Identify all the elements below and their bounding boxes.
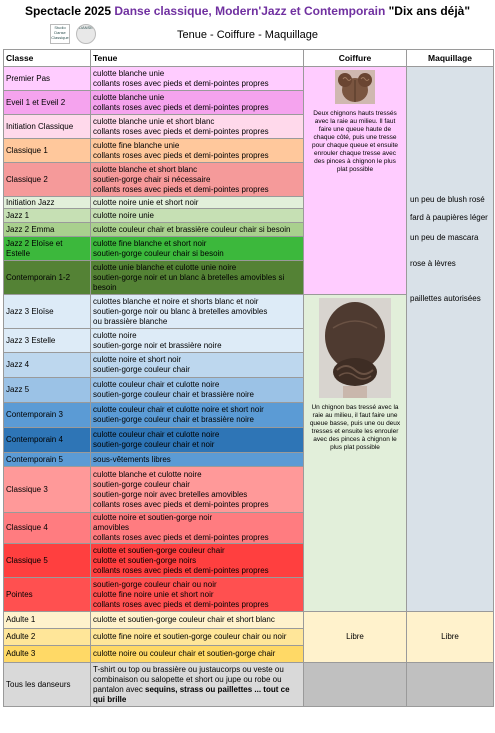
classe-cell [4,467,91,513]
tenue-line: ou brassière blanche [93,316,168,326]
tenue-cell [91,67,304,91]
classe-label: Contemporain 3 [6,410,63,419]
classe-cell [4,139,91,163]
tenue-line: culotte et soutien-gorge couleur chair et short blanc [93,615,275,624]
tenue-cell [91,629,304,646]
hair-photo-double-buns [335,70,375,104]
tenue-line: collants roses avec pieds et demi-pointes propres [93,499,269,509]
tenue-text-bold: sequins, strass ou paillettes ... tout ce qui brille [93,684,290,704]
coiffure-cell-top [304,67,407,295]
tenue-line: soutien-gorge couleur chair [93,365,190,374]
maquillage-item: rose à lèvres [410,259,456,268]
classe-label: Adulte 1 [6,615,36,624]
tenue-cell [91,139,304,163]
tenue-cell [91,163,304,197]
tenue-text: T-shirt ou top ou brassière ou justaucorps ou veste ou combinaison ou salopette et short ou jupe ou robe ou pantalon avec [93,664,284,694]
tenue-line: culotte blanche unie et short blanc [93,116,215,126]
coiffure-cell-mid [304,295,407,612]
classe-cell [4,646,91,663]
coiffure-cell-all [304,663,407,707]
classe-label: Classique 3 [6,484,48,494]
col-header-tenue: Tenue [91,50,304,67]
tenue-line: culotte couleur chair et culotte noire [93,430,220,439]
tenue-line: soutien-gorge couleur chair et noir [93,440,215,449]
classe-cell [4,261,91,295]
tenue-line: culotte noire unie [93,210,154,220]
tenue-cell [91,467,304,513]
classe-label: Classique 1 [6,145,48,155]
hair-photo-low-bun [319,298,391,398]
tenue-line: culotte fine noire unie et short noir [93,589,214,599]
tenue-line: culotte blanche et short blanc [93,164,198,174]
classe-cell [4,67,91,91]
tenue-line: soutien-gorge noir avec bretelles amovibles [93,489,248,499]
tenue-cell [91,197,304,209]
title-part2: Danse classique, Modern'Jazz et Contemporain [114,4,386,18]
tenue-cell [91,209,304,223]
classe-label: Contemporain 4 [6,435,63,444]
table-row [4,663,494,707]
classe-label: Classique 2 [6,174,48,184]
coiffure-text-mid: Un chignon bas tressé avec la raie au milieu, il faut faire une queue basse, puis une ou deux tresses et ensuite les enrouler avec des pinces à chignon le plus plat possible [309,404,401,451]
tenue-line: soutien-gorge couleur chair et brassière noire [93,390,254,399]
maquillage-item: paillettes autorisées [410,294,481,303]
maquillage-gap [410,205,491,213]
classe-label: Jazz 4 [6,360,30,369]
tenue-cell [91,578,304,612]
title-part3: "Dix ans déjà" [385,4,471,18]
tenue-cell [91,378,304,403]
tenue-line: culotte noire ou couleur chair et soutien-gorge chair [93,649,276,658]
title-part1: Spectacle 2025 [24,4,115,18]
tenue-line: collants roses avec pieds et demi-pointes propres [93,126,269,136]
tenue-line: soutien-gorge couleur chair [93,479,190,489]
coiffure-text-top: Deux chignons hauts tressés avec la raie au milieu. Il faut faire une queue haute de chaque côté, puis une tresse pour chaque queue et ensuite enrouler chaque tresse avec des pinces à chignon le plus plat possible [311,110,398,173]
tenue-line: soutien-gorge couleur chair et brassière noire [93,415,254,424]
classe-cell [4,578,91,612]
tenue-line: culotte noire et short noir [93,355,182,364]
tenue-cell [91,513,304,544]
tenue-line: culotte fine blanche et short noir [93,238,207,248]
tenue-cell [91,223,304,237]
maquillage-item: un peu de blush rosé [410,195,485,204]
tenue-cell [91,115,304,139]
tenue-cell [91,261,304,295]
tenue-line: culotte fine noire et soutien-gorge couleur chair ou noir [93,632,287,641]
coiffure-adult-label: Libre [346,632,364,641]
classe-label: Pointes [6,589,33,599]
tenue-line: collants roses avec pieds et demi-pointes propres [93,102,269,112]
tenue-line: soutien-gorge noir et un blanc à bretelles amovibles si besoin [93,272,285,292]
tenue-line: culotte noire unie et short noir [93,197,199,207]
tenue-cell [91,428,304,453]
col-header-classe: Classe [4,50,91,67]
tenue-line: soutien-gorge noir ou blanc à bretelles amovibles [93,306,268,316]
tenue-line: culotte blanche et culotte noire [93,469,202,479]
classe-cell [4,612,91,629]
classe-cell [4,544,91,578]
classe-cell [4,378,91,403]
tenue-line: culotte et soutien-gorge couleur chair [93,545,225,555]
classe-label: Premier Pas [6,73,51,83]
classe-cell [4,428,91,453]
tenue-line: culotte couleur chair et culotte noire [93,380,220,389]
tenue-line: soutien-gorge couleur chair ou noir [93,579,217,589]
tenue-line: culotte blanche unie [93,68,165,78]
tenue-line: soutien-gorge noir et brassière noire [93,340,222,350]
tenue-line: amovibles [93,523,130,532]
coiffure-cell-adult [304,612,407,663]
tenue-line: sous-vêtements libres [93,454,171,464]
maquillage-item: un peu de mascara [410,233,479,242]
tenue-cell [91,329,304,353]
classe-label: Adulte 3 [6,649,36,658]
tenue-cell [91,353,304,378]
tenue-cell [91,544,304,578]
classe-cell [4,91,91,115]
tenue-line: culotte noire et soutien-gorge noir [93,513,213,522]
tenue-cell [91,612,304,629]
classe-cell [4,329,91,353]
tenue-line: collants roses avec pieds et demi-pointes propres [93,150,269,160]
tenue-cell [91,237,304,261]
maquillage-spacer [410,67,491,195]
classe-label: Classique 4 [6,523,48,532]
tenue-line: collants roses avec pieds et demi-pointes propres [93,78,269,88]
tenue-cell [91,453,304,467]
tenue-line: culotte noire [93,330,137,340]
classe-cell [4,353,91,378]
classe-label: Jazz 5 [6,385,30,394]
tenue-line: collants roses avec pieds et demi-pointes propres [93,599,269,609]
table-body [4,67,494,707]
logo1-text: Studio Danse Classique [51,25,69,40]
tenue-line: soutien-gorge couleur chair si besoin [93,248,224,258]
col-header-maquillage: Maquillage [407,50,494,67]
logo2-text: DANSE [79,25,93,30]
tenue-line: culotte couleur chair et brassière couleur chair si besoin [93,224,291,234]
tenue-cell [91,295,304,329]
tenue-line: soutien-gorge chair si nécessaire [93,174,211,184]
table-row [4,67,494,91]
tenue-cell [91,91,304,115]
tenue-line: culottes blanche et noire et shorts blanc et noir [93,296,259,306]
maquillage-gap [410,223,491,233]
classe-cell [4,453,91,467]
classe-cell [4,209,91,223]
page-subtitle: Tenue - Coiffure - Maquillage [176,29,319,41]
table-row [4,612,494,629]
classe-cell [4,237,91,261]
classe-label: Contemporain 1-2 [6,272,71,282]
classe-label: Jazz 2 Eloïse et Estelle [6,238,63,258]
maquillage-cell-all [407,663,494,707]
maquillage-gap [410,243,491,259]
maquillage-cell [407,67,494,612]
costume-table [3,49,494,707]
classe-cell [4,197,91,209]
tenue-cell [91,663,304,707]
tenue-cell [91,646,304,663]
classe-cell [4,513,91,544]
classe-cell [4,295,91,329]
col-header-coiffure: Coiffure [304,50,407,67]
classe-label: Tous les danseurs [6,679,71,689]
classe-label: Contemporain 5 [6,454,63,464]
tenue-line: culotte couleur chair et culotte noire et short noir [93,405,264,414]
page-title [0,0,495,22]
classe-label: Jazz 2 Emma [6,224,55,234]
classe-cell [4,629,91,646]
classe-label: Jazz 1 [6,210,30,220]
maquillage-item: fard à paupières léger [410,213,488,222]
tenue-line: culotte et soutien-gorge noirs [93,555,197,565]
classe-cell [4,223,91,237]
classe-cell [4,663,91,707]
tenue-line: collants roses avec pieds et demi-pointes propres [93,184,269,194]
classe-label: Jazz 3 Eloïse [6,306,54,316]
tenue-cell [91,403,304,428]
maquillage-cell-adult [407,612,494,663]
classe-label: Initiation Classique [6,121,74,131]
tenue-line: collants roses avec pieds et demi-pointes propres [93,565,269,575]
tenue-line: collants roses avec pieds et demi-pointes propres [93,533,269,542]
maquillage-adult-label: Libre [441,632,459,641]
tenue-line: culotte fine blanche unie [93,140,180,150]
maquillage-gap [410,269,491,294]
classe-label: Initiation Jazz [6,197,55,207]
classe-cell [4,403,91,428]
classe-cell [4,163,91,197]
tenue-line: culotte blanche unie [93,92,165,102]
classe-label: Classique 5 [6,555,48,565]
classe-cell [4,115,91,139]
classe-label: Jazz 3 Estelle [6,335,56,345]
classe-label: Eveil 1 et Eveil 2 [6,97,66,107]
classe-label: Adulte 2 [6,632,36,641]
table-header-row [4,50,494,67]
tenue-line: culotte unie blanche et culotte unie noire [93,262,237,272]
